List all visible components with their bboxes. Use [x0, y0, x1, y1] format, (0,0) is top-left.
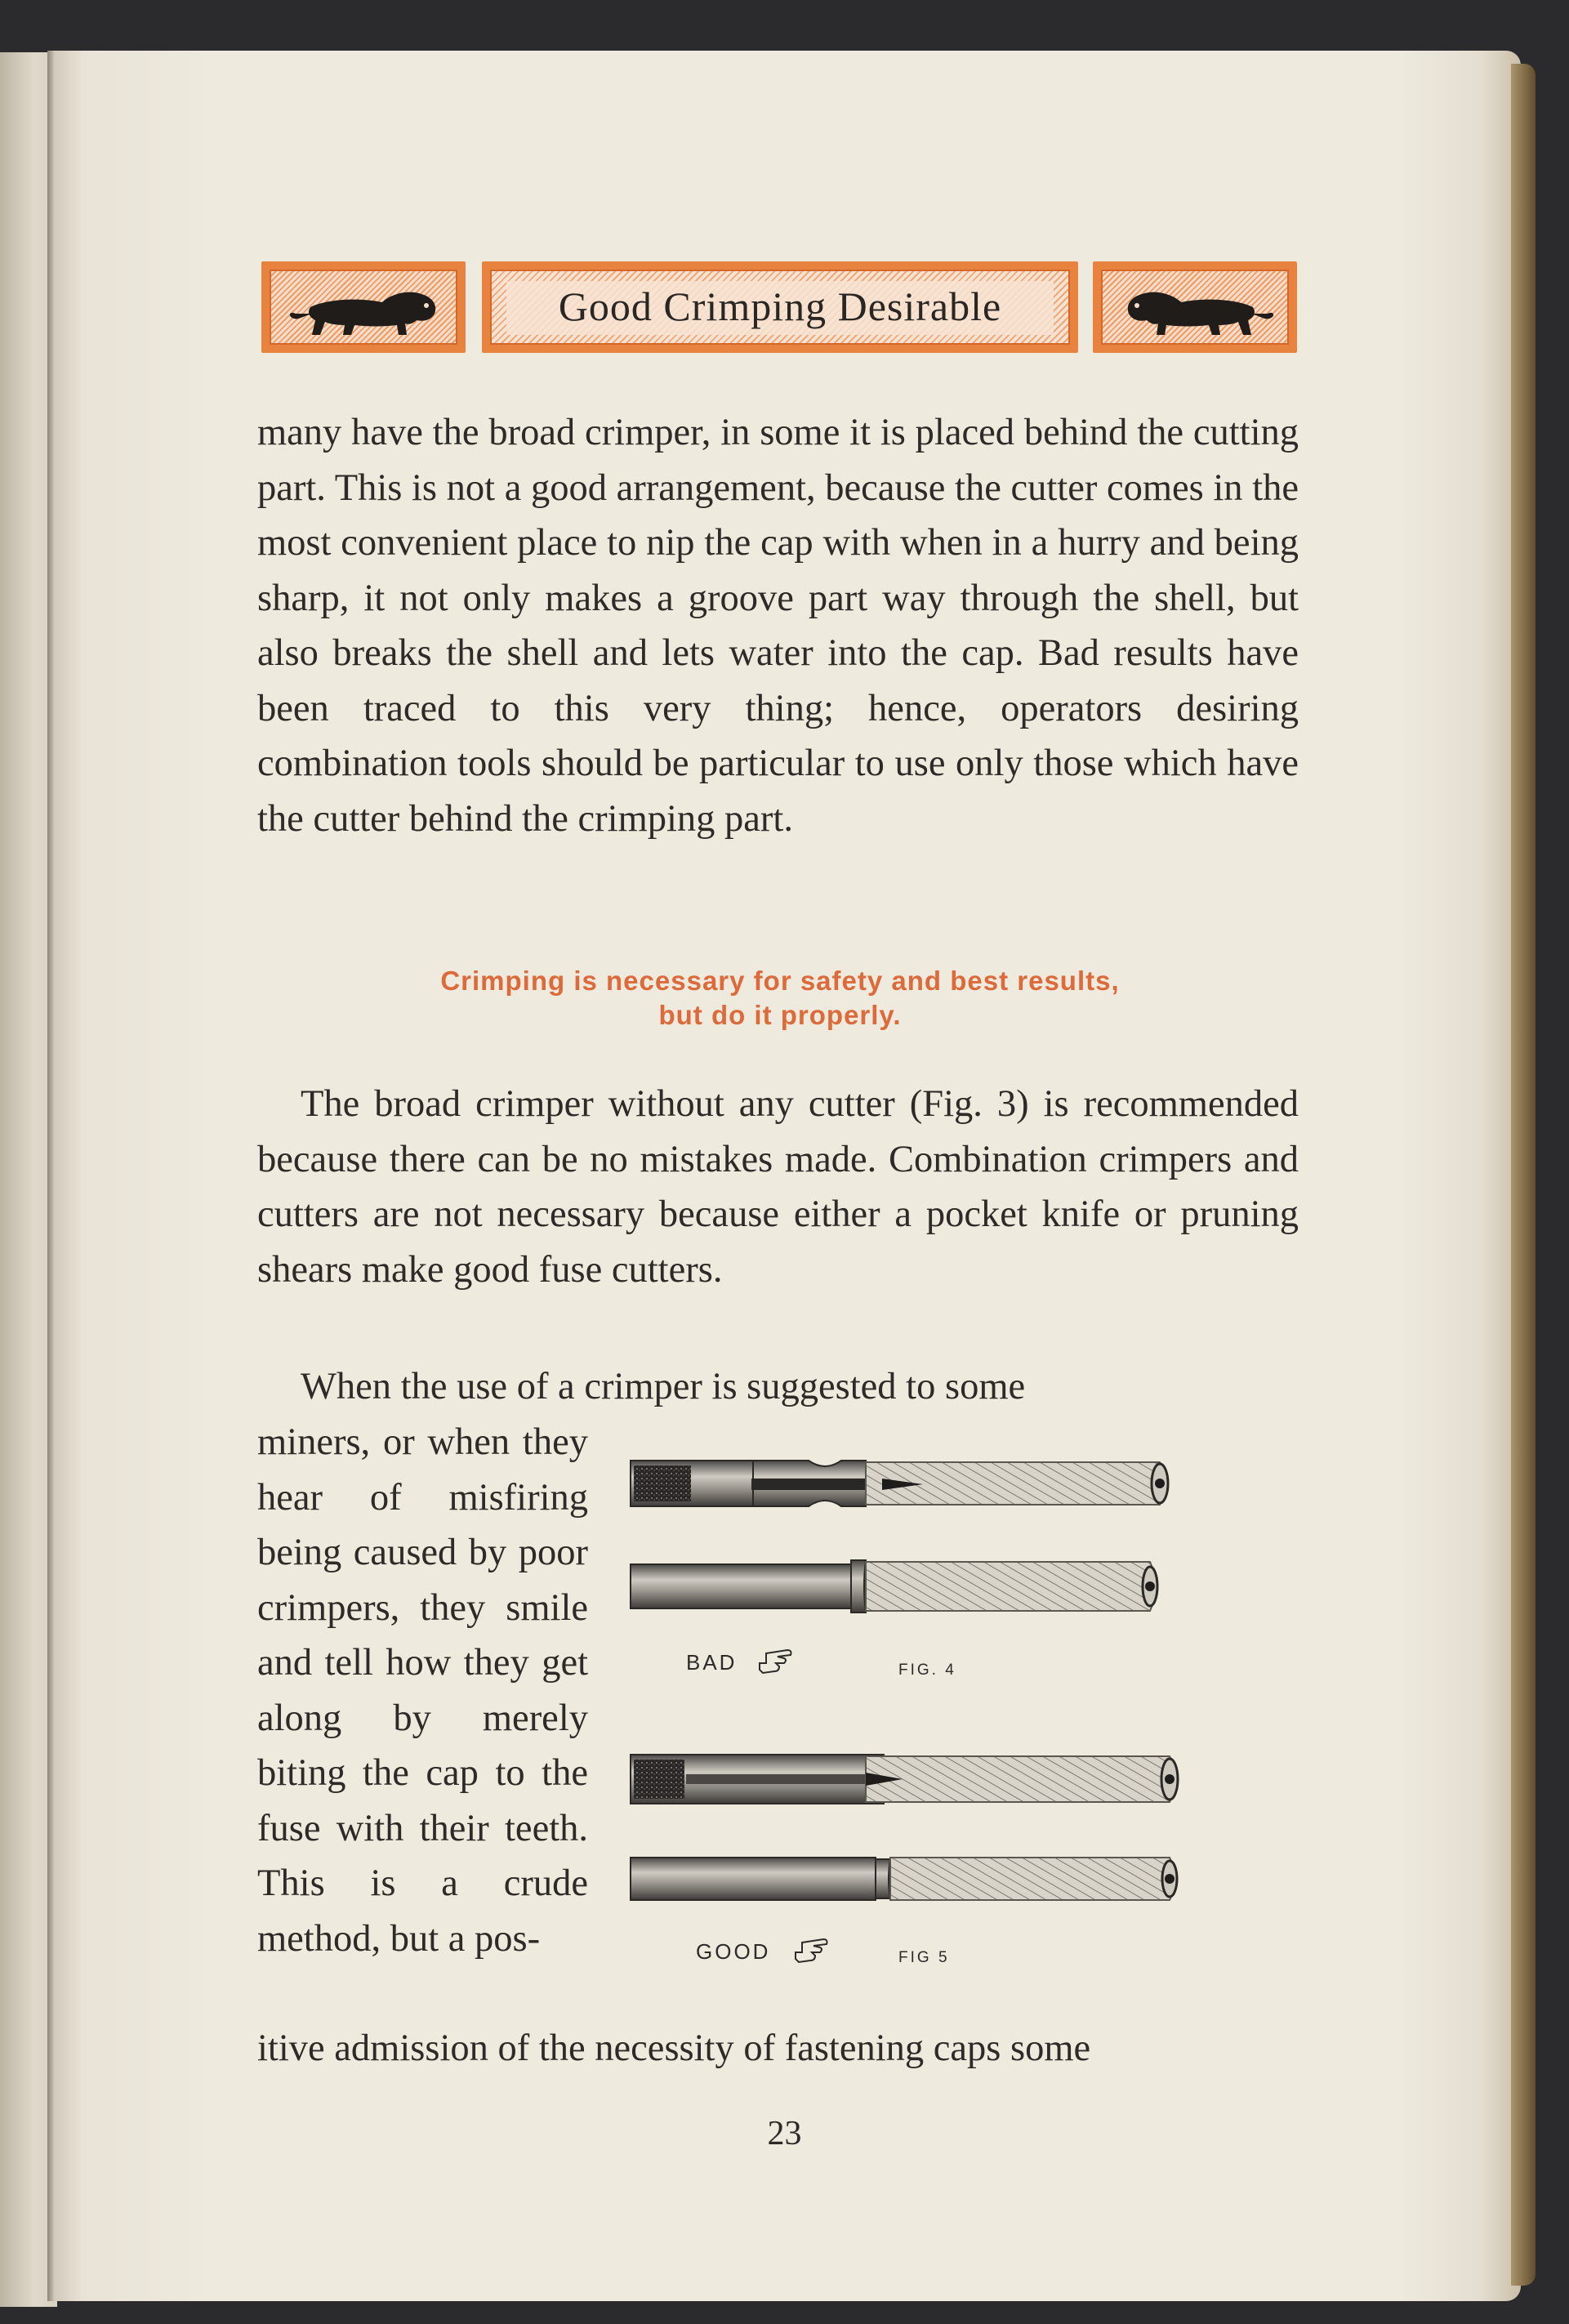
paragraph-3-column: miners, or when they hear of misfiring being caused by poor crimpers, they smile and tell how they get along by merely biting the cap to the fuse with their teeth. This is a crude method, but a pos-: [257, 1421, 588, 1960]
pointing-hand-icon: [796, 1939, 827, 1962]
page-stack-edge: [1511, 64, 1536, 2286]
fig5-verdict: GOOD: [696, 1939, 771, 1964]
pointing-hand-icon: [760, 1650, 791, 1673]
crimp-figures: [621, 1438, 1307, 2010]
paragraph-1: many have the broad crimper, in some it is placed behind the cutting part. This is not a good arrangement, because the cutter comes in the most convenient place to nip the cap with when in a hurry and being sharp, it not only makes a groove part way through the shell, but also breaks the shell and lets water into the cap. Bad results have been traced to this very thing; hence, operators desiring combination tools should be particular to use only those which have the cutter behind the crimping part.: [257, 412, 1299, 840]
callout-line-1: Crimping is necessary for safety and best results,: [440, 966, 1120, 996]
crimp-illustration: [621, 1438, 1307, 2010]
lion-icon: [286, 278, 446, 341]
book-gutter: [47, 51, 54, 2301]
callout-line-2: but do it properly.: [658, 1000, 902, 1030]
banner-title-box: [482, 261, 1078, 353]
paragraph-3-intro: When the use of a crimper is suggested to some: [301, 1366, 1026, 1407]
page-number: 23: [767, 2115, 802, 2152]
fig4-cutaway: [631, 1461, 1168, 1506]
fig4-label: FIG. 4: [898, 1662, 956, 1679]
lion-icon: [1117, 278, 1277, 341]
fig4-verdict: BAD: [686, 1650, 738, 1675]
fig4-exterior: [631, 1560, 1157, 1613]
fig5-cutaway: [631, 1755, 1178, 1804]
banner-lion-right: [1093, 261, 1297, 353]
paragraph-2: The broad crimper without any cutter (Fig. 3) is recommended because there can be no mistakes made. Combination crimpers and cutters are not necessary because either a pocket knife or pruning shears make good fuse cutters.: [257, 1083, 1299, 1291]
banner-lion-left: [261, 261, 466, 353]
callout-note: [261, 964, 1299, 1033]
fig5-label: FIG 5: [898, 1949, 950, 1966]
page-title: Good Crimping Desirable: [506, 281, 1054, 335]
fig5-exterior: [631, 1858, 1177, 1900]
paragraph-3-end: itive admission of the necessity of fastening caps some: [257, 2027, 1091, 2069]
